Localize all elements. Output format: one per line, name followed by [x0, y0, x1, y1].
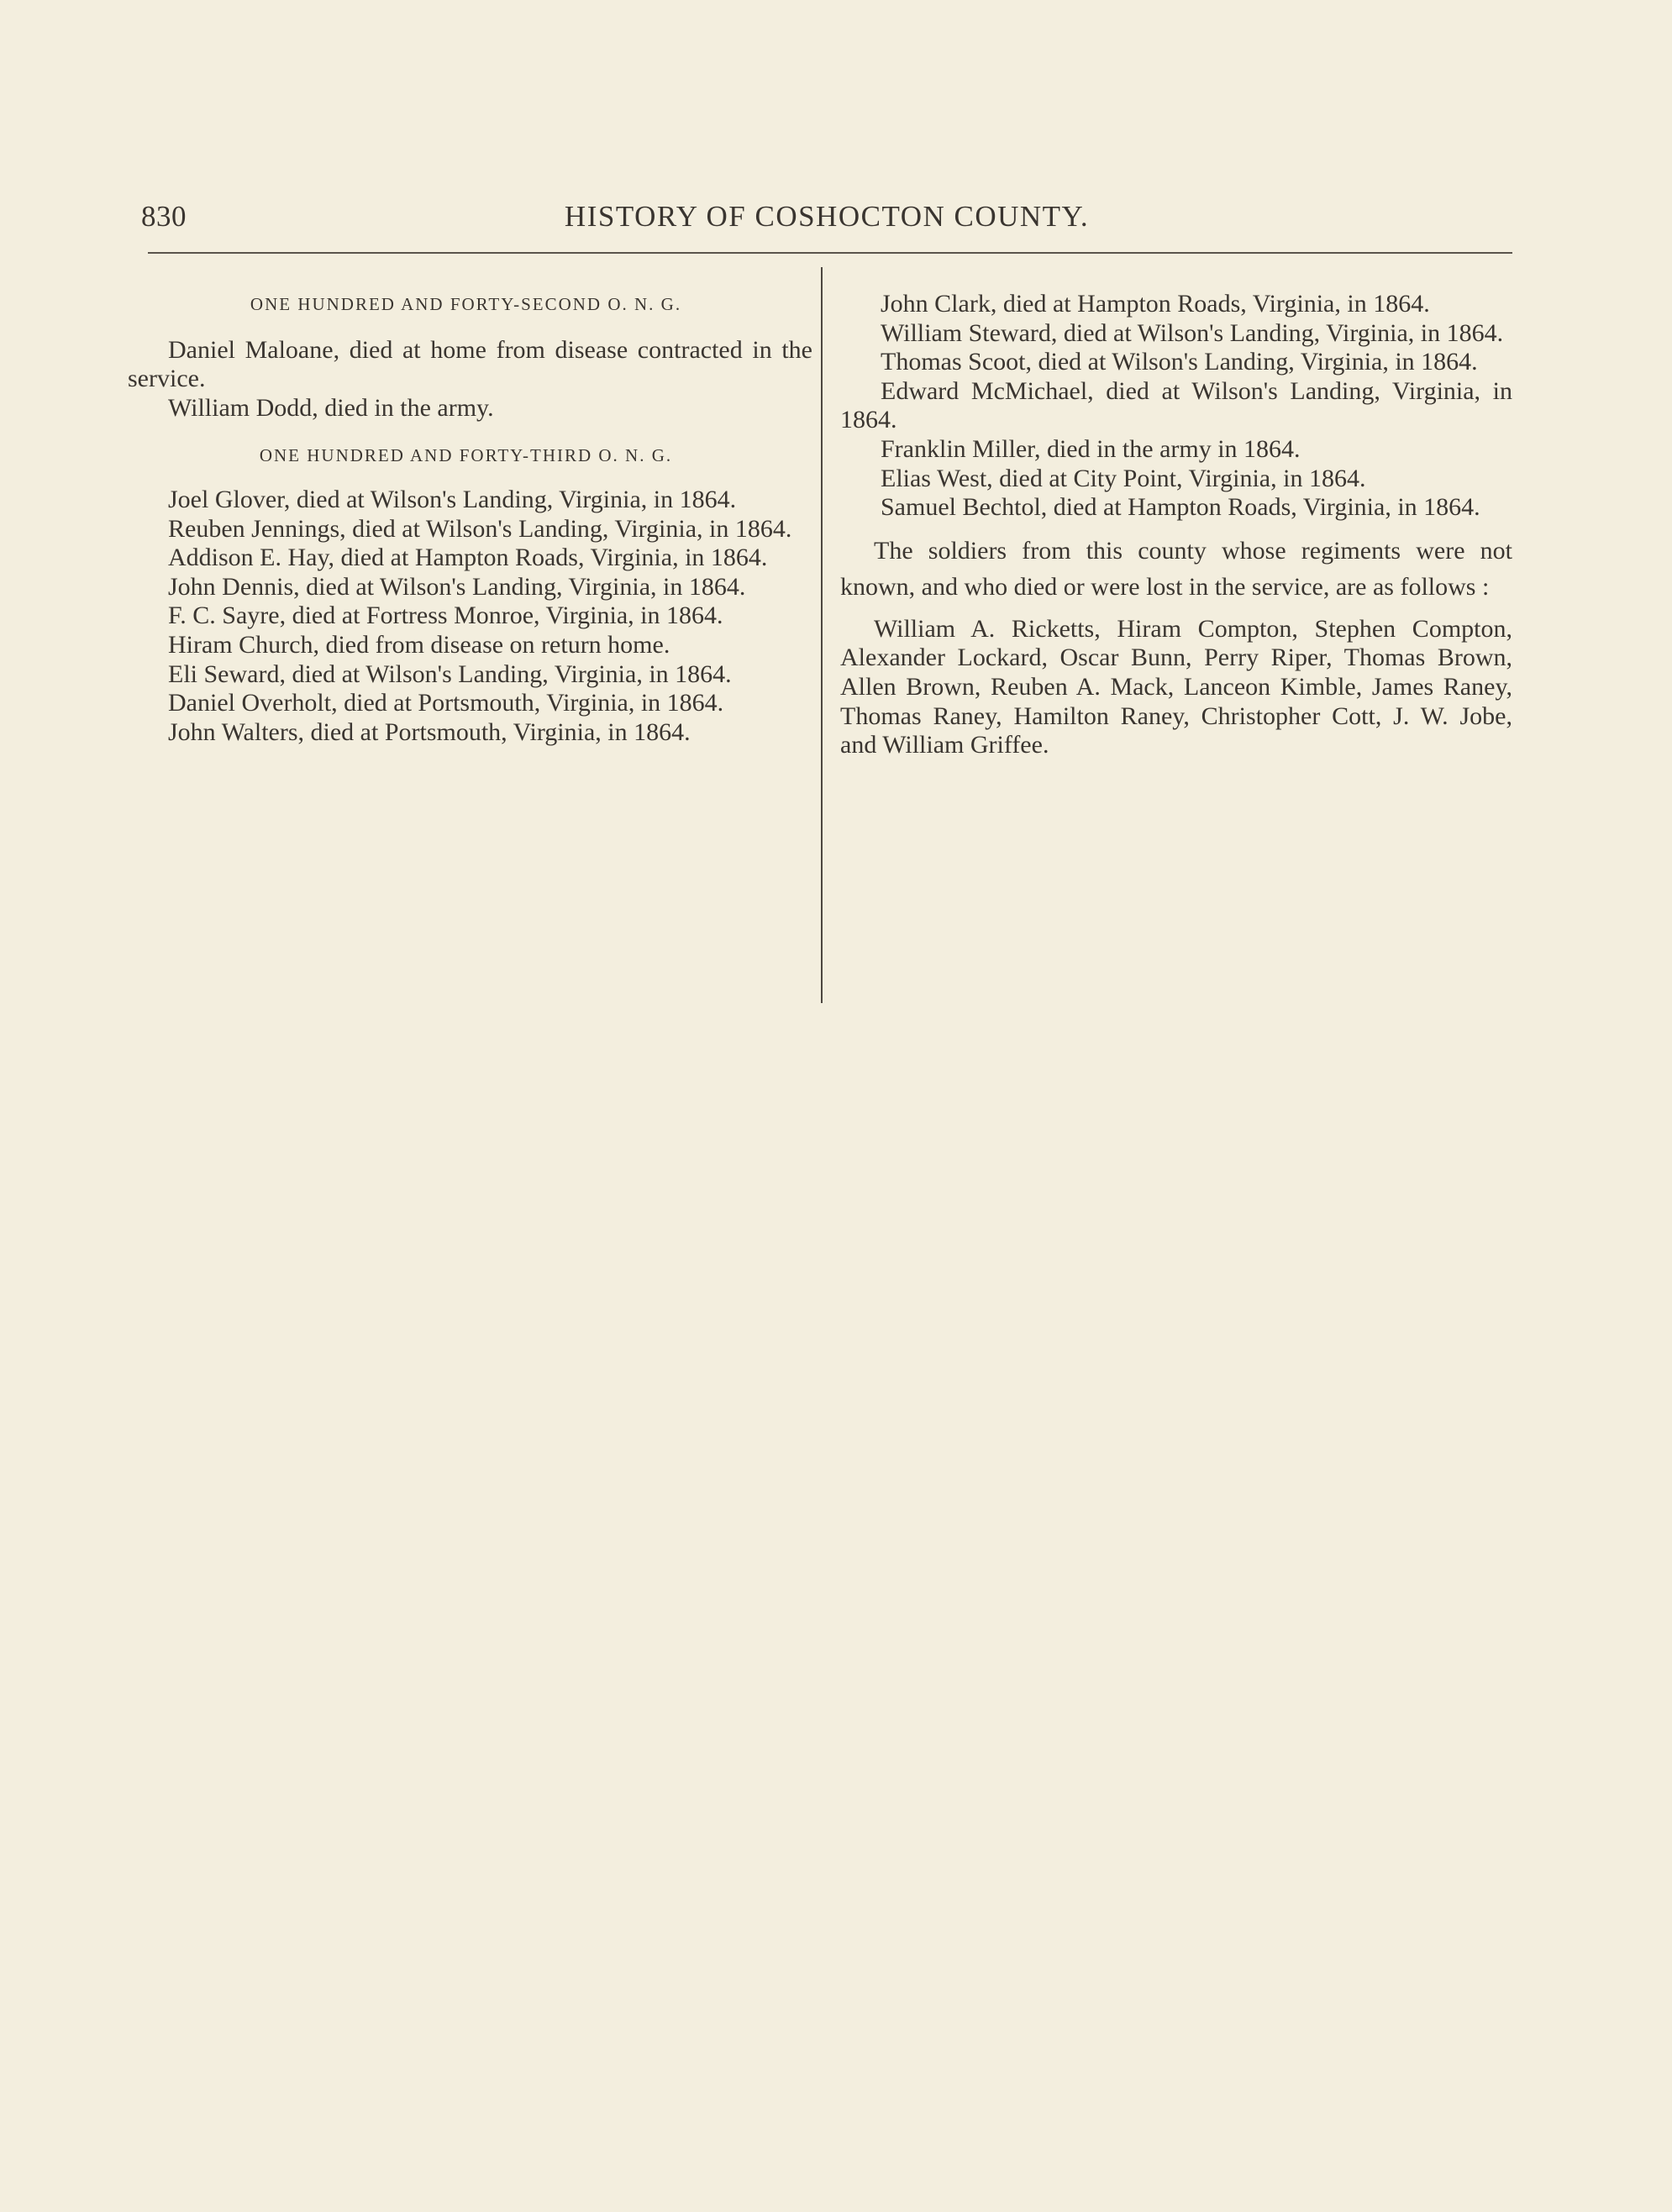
entry-samuel-bechtol: Samuel Bechtol, died at Hampton Roads, Virginia, in 1864.: [881, 493, 1480, 522]
entry-joel-glover: Joel Glover, died at Wilson's Landing, Virginia, in 1864.: [168, 485, 737, 513]
right-column: [840, 290, 1512, 760]
entry-fc-sayre: F. C. Sayre, died at Fortress Monroe, Virginia, in 1864.: [168, 602, 723, 630]
entry-john-clark: John Clark, died at Hampton Roads, Virginia, in 1864.: [881, 290, 1430, 318]
entry-william-steward: William Steward, died at Wilson's Landing, Virginia, in 1864.: [881, 318, 1504, 347]
header-rule: [148, 252, 1512, 254]
running-title: HISTORY OF COSHOCTON COUNTY.: [564, 200, 1090, 233]
entry-addison-hay: Addison E. Hay, died at Hampton Roads, Virginia, in 1864.: [168, 544, 768, 572]
unknown-regiments-names: William A. Ricketts, Hiram Compton, Stephen Compton, Alexander Lockard, Oscar Bunn, Perry Riper, Thomas Brown, Allen Brown, Reuben A. Mack, Lanceon Kimble, James Raney, Thomas Raney, Hamilton Raney, Christopher Cott, J. W. Jobe, and William Griffee.: [840, 614, 1512, 759]
entry-william-dodd: William Dodd, died in the army.: [168, 393, 494, 422]
entry-john-walters: John Walters, died at Portsmouth, Virginia, in 1864.: [168, 717, 691, 746]
unknown-regiments-paragraph: The soldiers from this county whose regiments were not known, and who died or were lost in the service, are as follows :: [840, 536, 1512, 601]
entry-elias-west: Elias West, died at City Point, Virginia, in 1864.: [881, 464, 1366, 492]
entry-daniel-maloane: Daniel Maloane, died at home from disease contracted in the service.: [128, 335, 812, 393]
entry-daniel-overholt: Daniel Overholt, died at Portsmouth, Virginia, in 1864.: [168, 689, 724, 717]
running-head: [141, 200, 1512, 250]
section-heading-142nd: ONE HUNDRED AND FORTY-SECOND O. N. G.: [250, 294, 682, 314]
entry-franklin-miller: Franklin Miller, died in the army in 1864.: [881, 434, 1301, 463]
entry-eli-seward: Eli Seward, died at Wilson's Landing, Virginia, in 1864.: [168, 659, 732, 688]
column-divider: [821, 267, 823, 1003]
entry-edward-mcmichael: Edward McMichael, died at Wilson's Landing, Virginia, in 1864.: [840, 376, 1512, 434]
entry-hiram-church: Hiram Church, died from disease on return home.: [168, 630, 670, 659]
left-column: [128, 290, 812, 747]
page-number: 830: [141, 200, 187, 233]
entry-thomas-scoot: Thomas Scoot, died at Wilson's Landing, Virginia, in 1864.: [881, 348, 1478, 376]
entry-john-dennis: John Dennis, died at Wilson's Landing, Virginia, in 1864.: [168, 572, 746, 601]
section-heading-143rd: ONE HUNDRED AND FORTY-THIRD O. N. G.: [259, 445, 673, 466]
entry-reuben-jennings: Reuben Jennings, died at Wilson's Landing, Virginia, in 1864.: [168, 514, 792, 543]
